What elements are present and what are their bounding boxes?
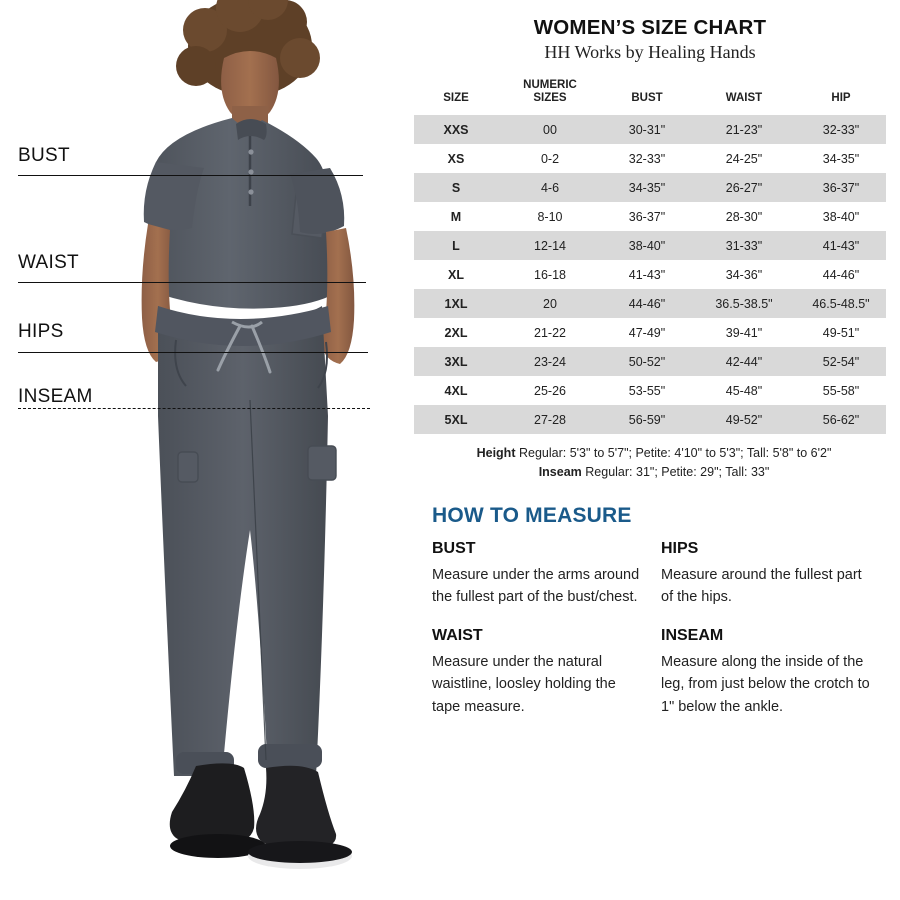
cell-waist: 39-41" bbox=[692, 318, 796, 347]
note-inseam bbox=[414, 463, 894, 482]
note-height-label: Height bbox=[476, 446, 516, 461]
cell-numeric: 12-14 bbox=[498, 231, 602, 260]
how-item-hips bbox=[661, 540, 872, 609]
cell-hip: 32-33" bbox=[796, 115, 886, 144]
cell-waist: 28-30" bbox=[692, 202, 796, 231]
th-hip: HIP bbox=[831, 92, 851, 105]
cell-numeric: 21-22 bbox=[498, 318, 602, 347]
cell-bust: 38-40" bbox=[602, 231, 692, 260]
cell-waist: 45-48" bbox=[692, 376, 796, 405]
cell-bust: 47-49" bbox=[602, 318, 692, 347]
how-item-waist bbox=[432, 627, 643, 718]
cell-hip: 52-54" bbox=[796, 347, 886, 376]
cell-hip: 44-46" bbox=[796, 260, 886, 289]
size-chart-table bbox=[414, 75, 886, 434]
cell-bust: 32-33" bbox=[602, 144, 692, 173]
table-row bbox=[414, 202, 886, 231]
chart-title: WOMEN’S SIZE CHART bbox=[533, 16, 767, 39]
table-row bbox=[414, 289, 886, 318]
table-row bbox=[414, 405, 886, 434]
cell-numeric: 00 bbox=[498, 115, 602, 144]
th-numeric-sizes bbox=[498, 75, 602, 115]
cell-bust: 30-31" bbox=[602, 115, 692, 144]
cell-hip: 49-51" bbox=[796, 318, 886, 347]
th-numeric-line2: SIZES bbox=[533, 92, 567, 105]
cell-size: 3XL bbox=[414, 347, 498, 376]
cell-hip: 46.5-48.5" bbox=[796, 289, 886, 318]
how-item-title: INSEAM bbox=[661, 626, 724, 644]
note-inseam-label: Inseam bbox=[538, 465, 582, 480]
how-to-measure-grid bbox=[414, 540, 886, 718]
cell-bust: 41-43" bbox=[602, 260, 692, 289]
model-figure bbox=[0, 0, 400, 900]
how-item-text: Measure under the arms around the fullest part of the bust/chest. bbox=[432, 566, 640, 606]
cell-hip: 38-40" bbox=[796, 202, 886, 231]
cell-size: M bbox=[414, 202, 498, 231]
cell-numeric: 4-6 bbox=[498, 173, 602, 202]
how-item-inseam bbox=[661, 627, 872, 718]
note-inseam-value: Regular: 31"; Petite: 29"; Tall: 33" bbox=[585, 465, 770, 480]
cell-numeric: 20 bbox=[498, 289, 602, 318]
cell-numeric: 0-2 bbox=[498, 144, 602, 173]
cell-waist: 42-44" bbox=[692, 347, 796, 376]
cell-waist: 36.5-38.5" bbox=[692, 289, 796, 318]
table-row bbox=[414, 115, 886, 144]
table-row bbox=[414, 260, 886, 289]
cell-size: 5XL bbox=[414, 405, 498, 434]
jogger-pants bbox=[155, 306, 336, 776]
callout-label-waist: WAIST bbox=[18, 252, 79, 273]
cell-size: XS bbox=[414, 144, 498, 173]
cell-size: L bbox=[414, 231, 498, 260]
chart-notes bbox=[414, 444, 894, 482]
note-height bbox=[414, 444, 894, 463]
th-numeric-line1: NUMERIC bbox=[523, 79, 577, 91]
cell-hip: 34-35" bbox=[796, 144, 886, 173]
th-size: SIZE bbox=[443, 92, 469, 105]
cell-bust: 44-46" bbox=[602, 289, 692, 318]
chart-subtitle: HH Works by Healing Hands bbox=[544, 42, 756, 62]
cell-bust: 56-59" bbox=[602, 405, 692, 434]
cell-hip: 55-58" bbox=[796, 376, 886, 405]
cell-numeric: 8-10 bbox=[498, 202, 602, 231]
callout-line-inseam bbox=[18, 408, 370, 409]
cell-numeric: 25-26 bbox=[498, 376, 602, 405]
callout-line-hips bbox=[18, 352, 368, 353]
callout-line-waist bbox=[18, 282, 366, 283]
table-row bbox=[414, 318, 886, 347]
how-item-text: Measure around the fullest part of the hips. bbox=[661, 566, 862, 606]
cell-bust: 53-55" bbox=[602, 376, 692, 405]
cell-bust: 50-52" bbox=[602, 347, 692, 376]
cell-waist: 31-33" bbox=[692, 231, 796, 260]
cell-bust: 34-35" bbox=[602, 173, 692, 202]
cell-numeric: 23-24 bbox=[498, 347, 602, 376]
cell-waist: 49-52" bbox=[692, 405, 796, 434]
how-item-title: HIPS bbox=[661, 539, 699, 557]
how-to-measure-heading: HOW TO MEASURE bbox=[432, 503, 632, 527]
th-bust: BUST bbox=[631, 92, 663, 105]
th-waist: WAIST bbox=[725, 92, 763, 105]
cell-numeric: 16-18 bbox=[498, 260, 602, 289]
chart-pane bbox=[400, 0, 900, 900]
cell-size: 4XL bbox=[414, 376, 498, 405]
how-item-title: WAIST bbox=[432, 626, 483, 644]
table-row bbox=[414, 173, 886, 202]
scrub-top bbox=[144, 118, 344, 309]
callout-line-bust bbox=[18, 175, 363, 176]
table-row bbox=[414, 376, 886, 405]
callout-label-hips: HIPS bbox=[18, 321, 64, 342]
table-row bbox=[414, 231, 886, 260]
cell-size: 2XL bbox=[414, 318, 498, 347]
cell-bust: 36-37" bbox=[602, 202, 692, 231]
cell-size: S bbox=[414, 173, 498, 202]
cell-size: XL bbox=[414, 260, 498, 289]
cell-waist: 24-25" bbox=[692, 144, 796, 173]
cell-hip: 36-37" bbox=[796, 173, 886, 202]
cell-waist: 26-27" bbox=[692, 173, 796, 202]
cell-size: XXS bbox=[414, 115, 498, 144]
how-item-bust bbox=[432, 540, 643, 609]
callout-label-inseam: INSEAM bbox=[18, 386, 93, 407]
sneakers bbox=[170, 763, 352, 869]
model-illustration-pane bbox=[0, 0, 400, 900]
callout-label-bust: BUST bbox=[18, 145, 70, 166]
cell-hip: 56-62" bbox=[796, 405, 886, 434]
table-row bbox=[414, 347, 886, 376]
how-item-title: BUST bbox=[432, 539, 476, 557]
how-item-text: Measure along the inside of the leg, from just below the crotch to 1" below the ankle. bbox=[661, 653, 870, 715]
how-item-text: Measure under the natural waistline, loosley holding the tape measure. bbox=[432, 653, 616, 715]
cell-size: 1XL bbox=[414, 289, 498, 318]
note-height-value: Regular: 5'3" to 5'7"; Petite: 4'10" to 5'3"; Tall: 5'8" to 6'2" bbox=[518, 446, 832, 461]
table-row bbox=[414, 144, 886, 173]
cell-hip: 41-43" bbox=[796, 231, 886, 260]
cell-waist: 21-23" bbox=[692, 115, 796, 144]
cell-waist: 34-36" bbox=[692, 260, 796, 289]
cell-numeric: 27-28 bbox=[498, 405, 602, 434]
table-header-row bbox=[414, 75, 886, 115]
